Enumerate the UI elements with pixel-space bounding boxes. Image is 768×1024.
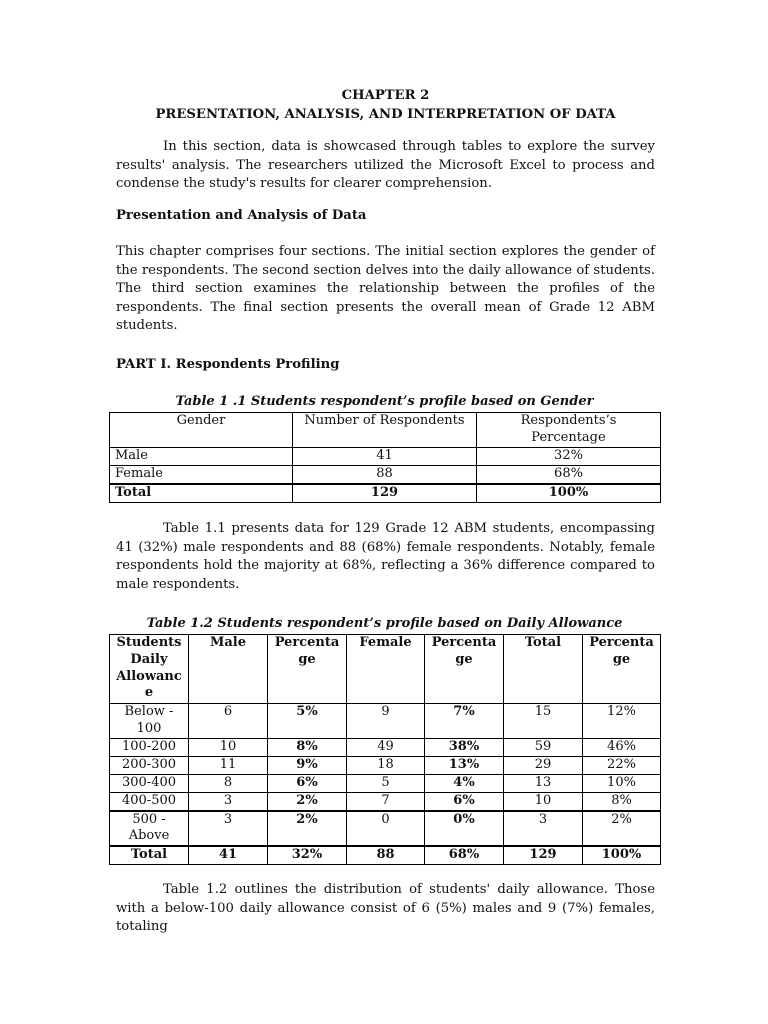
table-cell: 13%	[425, 756, 504, 774]
table-cell: 13	[504, 774, 583, 792]
table-cell: Total	[110, 484, 293, 503]
table2-paragraph: Table 1.2 outlines the distribution of students' daily allowance. Those with a below-100 daily allowance consist of 6 (5%) males and 9 (7%) females, totaling	[116, 882, 655, 935]
chapter-subtitle: PRESENTATION, ANALYSIS, AND INTERPRETATION OF DATA	[155, 106, 616, 122]
gender-table	[109, 412, 661, 503]
table-header: Male	[189, 635, 268, 704]
section-paragraph: This chapter comprises four sections. The initial section explores the gender of the respondents. The second section delves into the daily allowance of students. The third section examines the relationship between the profiles of the respondents. The final section presents the overall mean of Grade 12 ABM students.	[116, 244, 655, 334]
table-header: Female	[347, 635, 425, 704]
table-cell: 68%	[425, 846, 504, 865]
table-cell: 2%	[268, 811, 347, 847]
table-cell: 6%	[268, 774, 347, 792]
table-cell: 5%	[268, 704, 347, 739]
table-cell: 41	[189, 846, 268, 865]
table-cell: 100-200	[110, 738, 189, 756]
table1-paragraph: Table 1.1 presents data for 129 Grade 12 ABM students, encompassing 41 (32%) male respondents and 88 (68%) female respondents. Notably, female respondents hold the majority at 68%, reflecting a 36% difference compared to male respondents.	[116, 521, 655, 592]
table-cell: 200-300	[110, 756, 189, 774]
table-cell: Below - 100	[110, 704, 189, 739]
table-cell: 500 - Above	[110, 811, 189, 847]
table-cell: 7%	[425, 704, 504, 739]
table-row	[110, 756, 661, 774]
table-cell: 88	[293, 465, 477, 484]
table-cell: 100%	[477, 484, 661, 503]
table-cell: 129	[504, 846, 583, 865]
table-row	[110, 738, 661, 756]
table-total-row	[110, 484, 661, 503]
table-cell: 9	[347, 704, 425, 739]
table-cell: 5	[347, 774, 425, 792]
table-header: Total	[504, 635, 583, 704]
table-cell: 10	[504, 792, 583, 811]
table-row	[110, 792, 661, 811]
table-cell: 3	[189, 811, 268, 847]
allowance-table	[109, 634, 661, 865]
table-cell: 2%	[268, 792, 347, 811]
table-header: Percenta ge	[425, 635, 504, 704]
table-header-row	[110, 635, 661, 704]
table-row	[110, 447, 661, 465]
table-cell: 7	[347, 792, 425, 811]
table-cell: 6	[189, 704, 268, 739]
part-heading: PART I. Respondents Profiling	[116, 357, 340, 372]
table-header: Gender	[110, 413, 293, 448]
table-header: Number of Respondents	[293, 413, 477, 448]
table-cell: 10%	[583, 774, 661, 792]
table-cell: 8	[189, 774, 268, 792]
table-cell: 59	[504, 738, 583, 756]
intro-paragraph: In this section, data is showcased through tables to explore the survey results' analysis. The researchers utilized the Microsoft Excel to process and condense the study's results for clearer comprehension.	[116, 139, 655, 192]
table-cell: 68%	[477, 465, 661, 484]
table-cell: 3	[504, 811, 583, 847]
table-cell: 8%	[268, 738, 347, 756]
table-cell: Female	[110, 465, 293, 484]
table-total-row	[110, 846, 661, 865]
chapter-heading	[116, 87, 655, 124]
table-header: Students Daily Allowanc e	[110, 635, 189, 704]
table-cell: 2%	[583, 811, 661, 847]
table-cell: 18	[347, 756, 425, 774]
table-cell: 38%	[425, 738, 504, 756]
table-cell: 32%	[268, 846, 347, 865]
table-header: Percenta ge	[268, 635, 347, 704]
chapter-title: CHAPTER 2	[341, 88, 430, 103]
table-header: Percenta ge	[583, 635, 661, 704]
table-cell: 0	[347, 811, 425, 847]
table-cell: 10	[189, 738, 268, 756]
table-cell: 22%	[583, 756, 661, 774]
table-cell: 46%	[583, 738, 661, 756]
section-heading: Presentation and Analysis of Data	[116, 208, 367, 223]
table-cell: 3	[189, 792, 268, 811]
table-cell: 300-400	[110, 774, 189, 792]
table-cell: 41	[293, 447, 477, 465]
table-cell: 100%	[583, 846, 661, 865]
table-cell: 129	[293, 484, 477, 503]
table-cell: 32%	[477, 447, 661, 465]
table-cell: 6%	[425, 792, 504, 811]
table-cell: 49	[347, 738, 425, 756]
table-row	[110, 811, 661, 847]
table-cell: 8%	[583, 792, 661, 811]
table-cell: 400-500	[110, 792, 189, 811]
table-cell: 0%	[425, 811, 504, 847]
table-cell: 4%	[425, 774, 504, 792]
table-row	[110, 465, 661, 484]
table2-caption: Table 1.2 Students respondent’s profile based on Daily Allowance	[146, 616, 623, 631]
table-cell: 29	[504, 756, 583, 774]
table-cell: 88	[347, 846, 425, 865]
table-cell: 15	[504, 704, 583, 739]
table-cell: Male	[110, 447, 293, 465]
table-cell: 11	[189, 756, 268, 774]
table-header-row	[110, 413, 661, 448]
table-cell: 9%	[268, 756, 347, 774]
table-row	[110, 774, 661, 792]
table-row	[110, 704, 661, 739]
table1-caption: Table 1 .1 Students respondent’s profile based on Gender	[175, 394, 594, 409]
table-cell: 12%	[583, 704, 661, 739]
table-cell: Total	[110, 846, 189, 865]
table-header: Respondents’s Percentage	[477, 413, 661, 448]
